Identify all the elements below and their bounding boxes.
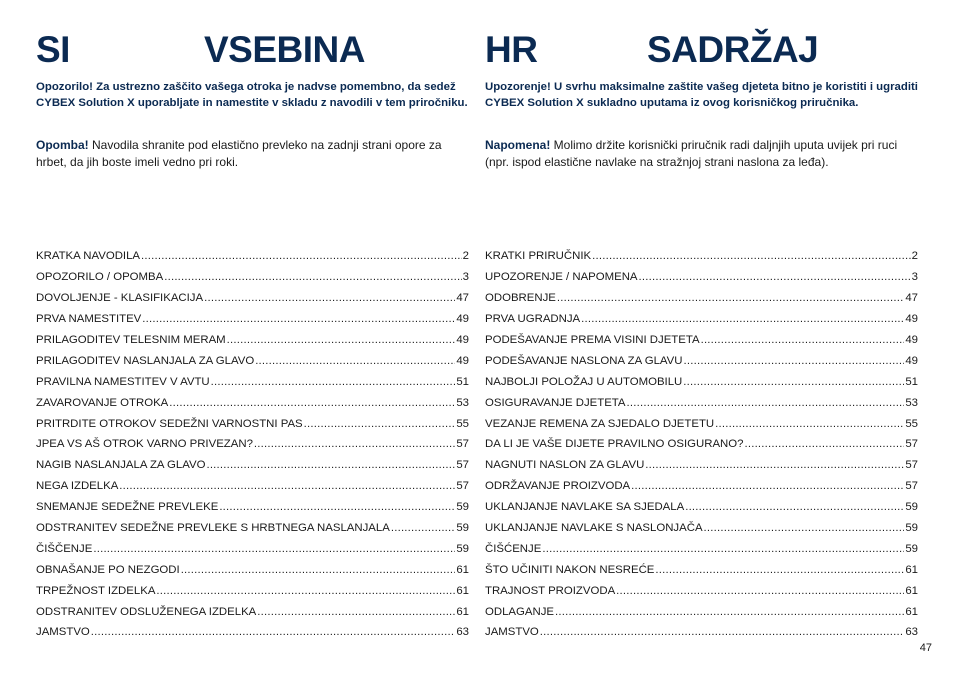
toc-entry — [485, 434, 918, 455]
toc-entry-label: PRVA UGRADNJA — [485, 313, 581, 326]
toc-entry — [485, 455, 918, 476]
toc-entry-label: ODOBRENJE — [485, 292, 556, 305]
toc-entry-page: 59 — [905, 501, 918, 514]
toc-leader-dots — [93, 542, 455, 556]
toc-entry-label: TRPEŽNOST IZDELKA — [36, 584, 156, 597]
toc-entry — [36, 518, 469, 539]
toc-entry-label: SNEMANJE SEDEŽNE PREVLEKE — [36, 501, 219, 514]
toc-entry — [36, 371, 469, 392]
toc-entry-page: 57 — [456, 459, 469, 472]
toc-leader-dots — [391, 521, 455, 535]
toc-entry-page: 59 — [456, 542, 469, 555]
toc-entry-page: 57 — [905, 459, 918, 472]
toc-entry — [36, 434, 469, 455]
toc-entry-page: 61 — [456, 563, 469, 576]
toc-entry-label: PRAVILNA NAMESTITEV V AVTU — [36, 375, 210, 388]
toc-leader-dots — [557, 291, 904, 305]
toc-entry-page: 55 — [905, 417, 918, 430]
toc-entry — [485, 580, 918, 601]
toc-entry-page: 49 — [456, 334, 469, 346]
toc-entry — [36, 330, 469, 351]
toc-entry — [485, 622, 918, 643]
toc-entry-page: 61 — [905, 584, 918, 597]
toc-leader-dots — [581, 312, 904, 326]
toc-entry — [36, 392, 469, 413]
toc-leader-dots — [169, 396, 455, 410]
toc-leader-dots — [616, 584, 904, 598]
toc-entry — [485, 288, 918, 309]
toc-entry-page: 2 — [462, 250, 469, 263]
toc-entry-label: ODSTRANITEV SEDEŽNE PREVLEKE S HRBTNEGA NASLANJALA — [36, 522, 390, 535]
toc-entry-label: DOVOLJENJE - KLASIFIKACIJA — [36, 292, 204, 305]
toc-entry-page: 57 — [456, 438, 469, 451]
toc-entry-page: 61 — [456, 584, 469, 597]
toc-leader-dots — [639, 270, 911, 284]
toc-entry-label: KRATKI PRIRUČNIK — [485, 250, 592, 263]
toc-entry-label: OBNAŠANJE PO NEZGODI — [36, 563, 180, 576]
toc-entry-page: 57 — [456, 480, 469, 493]
toc-leader-dots — [156, 584, 455, 598]
toc-entry-label: DA LI JE VAŠE DIJETE PRAVILNO OSIGURANO? — [485, 438, 744, 451]
toc-entry-label: JAMSTVO — [36, 626, 90, 639]
toc-entry — [485, 538, 918, 559]
toc-leader-dots — [206, 458, 455, 472]
toc-entry-label: ODLAGANJE — [485, 605, 554, 618]
table-of-contents — [36, 246, 469, 643]
toc-entry — [36, 559, 469, 580]
toc-entry — [36, 413, 469, 434]
toc-leader-dots — [204, 291, 455, 305]
toc-entry-page: 61 — [456, 605, 469, 618]
toc-leader-dots — [227, 333, 456, 347]
toc-entry-page: 61 — [905, 605, 918, 618]
toc-leader-dots — [257, 605, 455, 619]
toc-leader-dots — [645, 458, 904, 472]
toc-entry — [36, 622, 469, 643]
toc-entry — [485, 309, 918, 330]
toc-leader-dots — [592, 249, 911, 263]
toc-leader-dots — [685, 500, 904, 514]
toc-leader-dots — [141, 249, 462, 263]
toc-entry-label: UKLANJANJE NAVLAKE SA SJEDALA — [485, 501, 685, 514]
toc-entry-label: ČIŠČENJE — [36, 542, 93, 555]
toc-entry — [485, 350, 918, 371]
toc-entry-label: KRATKA NAVODILA — [36, 250, 141, 263]
table-of-contents — [485, 246, 918, 643]
toc-entry-page: 53 — [905, 396, 918, 409]
toc-entry-label: PRVA NAMESTITEV — [36, 313, 142, 326]
toc-entry-page: 59 — [905, 542, 918, 555]
toc-leader-dots — [655, 563, 904, 577]
toc-entry-label: TRAJNOST PROIZVODA — [485, 584, 616, 597]
toc-entry-page: 49 — [905, 313, 918, 326]
toc-leader-dots — [744, 437, 904, 451]
toc-entry — [485, 518, 918, 539]
toc-entry-label: UPOZORENJE / NAPOMENA — [485, 271, 638, 284]
note-label: Opomba! — [36, 138, 89, 152]
toc-leader-dots — [91, 625, 456, 639]
toc-leader-dots — [304, 417, 456, 431]
toc-entry-label: ODRŽAVANJE PROIZVODA — [485, 480, 631, 493]
toc-leader-dots — [684, 354, 905, 368]
toc-entry — [36, 497, 469, 518]
toc-leader-dots — [701, 333, 905, 347]
toc-entry — [485, 497, 918, 518]
toc-entry — [36, 538, 469, 559]
toc-entry-page: 63 — [456, 626, 469, 639]
warning-text: Opozorilo! Za ustrezno zaščito vašega otroka je nadvse pomembno, da sedež CYBEX Solution X uporabljate in namestite v skladu z navodili v tem priročniku. — [36, 81, 468, 109]
toc-entry-label: PODEŠAVANJE PREMA VISINI DJETETA — [485, 334, 700, 346]
toc-entry — [485, 413, 918, 434]
section-title: VSEBINA — [204, 29, 365, 70]
toc-entry-label: JAMSTVO — [485, 626, 539, 639]
toc-entry-page: 55 — [456, 417, 469, 430]
toc-entry-page: 47 — [456, 292, 469, 305]
toc-entry-label: NEGA IZDELKA — [36, 480, 119, 493]
toc-entry — [485, 476, 918, 497]
toc-leader-dots — [164, 270, 461, 284]
note-label: Napomena! — [485, 138, 551, 152]
toc-entry-label: UKLANJANJE NAVLAKE S NASLONJAČA — [485, 522, 703, 535]
toc-entry-label: JPEA VS AŠ OTROK VARNO PRIVEZAN? — [36, 438, 253, 451]
toc-leader-dots — [704, 521, 905, 535]
note-paragraph — [36, 137, 470, 170]
toc-entry-label: VEZANJE REMENA ZA SJEDALO DJETETU — [485, 417, 715, 430]
toc-entry-label: NAGIB NASLANJALA ZA GLAVO — [36, 459, 206, 472]
toc-leader-dots — [181, 563, 456, 577]
toc-entry-page: 49 — [905, 354, 918, 367]
toc-entry-label: NAGNUTI NASLON ZA GLAVU — [485, 459, 645, 472]
toc-entry — [36, 476, 469, 497]
toc-entry — [36, 350, 469, 371]
toc-leader-dots — [540, 625, 905, 639]
toc-entry-label: PODEŠAVANJE NASLONA ZA GLAVU — [485, 354, 683, 367]
toc-entry — [485, 246, 918, 267]
toc-entry-page: 57 — [905, 438, 918, 451]
toc-leader-dots — [255, 354, 455, 368]
toc-entry — [485, 330, 918, 351]
section-header — [485, 30, 919, 74]
toc-entry — [485, 371, 918, 392]
toc-entry-label: NAJBOLJI POLOŽAJ U AUTOMOBILU — [485, 375, 683, 388]
toc-entry — [36, 267, 469, 288]
toc-entry-page: 49 — [456, 313, 469, 326]
note-paragraph — [485, 137, 919, 170]
language-code: HR — [485, 29, 538, 70]
toc-leader-dots — [555, 605, 904, 619]
page-number: 47 — [919, 642, 932, 654]
toc-entry-page: 59 — [905, 522, 918, 535]
toc-leader-dots — [715, 417, 904, 431]
toc-entry-page: 59 — [456, 522, 469, 535]
section-header — [36, 30, 470, 74]
toc-entry-page: 49 — [905, 334, 918, 346]
toc-entry — [36, 455, 469, 476]
toc-leader-dots — [254, 437, 455, 451]
toc-leader-dots — [542, 542, 904, 556]
toc-entry-label: OPOZORILO / OPOMBA — [36, 271, 164, 284]
toc-entry-page: 3 — [462, 271, 469, 284]
toc-entry-page: 57 — [905, 480, 918, 493]
toc-entry-label: ČIŠĆENJE — [485, 542, 542, 555]
toc-leader-dots — [119, 479, 455, 493]
toc-entry-page: 63 — [905, 626, 918, 639]
toc-leader-dots — [631, 479, 904, 493]
section-title: SADRŽAJ — [647, 29, 819, 70]
toc-entry — [485, 601, 918, 622]
toc-leader-dots — [683, 375, 904, 389]
warning-text: Upozorenje! U svrhu maksimalne zaštite vašeg djeteta bitno je koristiti i ugraditi CYBEX Solution X sukladno uputama iz ovog korisničkog priručnika. — [485, 81, 918, 109]
toc-entry-page: 2 — [911, 250, 918, 263]
toc-entry — [485, 392, 918, 413]
note-text: Navodila shranite pod elastično prevleko na zadnji strani opore za hrbet, da jih boste imeli vedno pri roki. — [36, 138, 442, 169]
toc-entry-page: 49 — [456, 354, 469, 367]
toc-entry — [36, 601, 469, 622]
toc-entry — [36, 246, 469, 267]
toc-entry-label: PRILAGODITEV NASLANJALA ZA GLAVO — [36, 354, 255, 367]
toc-entry-label: ODSTRANITEV ODSLUŽENEGA IZDELKA — [36, 605, 257, 618]
toc-entry — [485, 559, 918, 580]
toc-leader-dots — [142, 312, 455, 326]
toc-entry-label: ZAVAROVANJE OTROKA — [36, 396, 169, 409]
toc-entry — [36, 288, 469, 309]
toc-entry-page: 51 — [905, 375, 918, 388]
toc-entry-label: ŠTO UČINITI NAKON NESREĆE — [485, 563, 655, 576]
toc-entry-label: OSIGURAVANJE DJETETA — [485, 396, 626, 409]
toc-entry-page: 47 — [905, 292, 918, 305]
toc-entry-page: 61 — [905, 563, 918, 576]
toc-entry — [36, 309, 469, 330]
toc-entry-page: 3 — [911, 271, 918, 284]
toc-leader-dots — [211, 375, 456, 389]
toc-leader-dots — [219, 500, 455, 514]
language-code: SI — [36, 29, 70, 70]
toc-entry-page: 51 — [456, 375, 469, 388]
toc-entry-label: PRILAGODITEV TELESNIM MERAM — [36, 334, 226, 346]
toc-entry-page: 59 — [456, 501, 469, 514]
toc-entry-page: 53 — [456, 396, 469, 409]
toc-entry — [36, 580, 469, 601]
note-text: Molimo držite korisnički priručnik radi daljnjih uputa uvijek pri ruci (npr. ispod elastične navlake na stražnjoj strani naslona za leđa). — [485, 138, 898, 169]
toc-leader-dots — [627, 396, 905, 410]
toc-entry-label: PRITRDITE OTROKOV SEDEŽNI VARNOSTNI PAS — [36, 417, 303, 430]
toc-entry — [485, 267, 918, 288]
